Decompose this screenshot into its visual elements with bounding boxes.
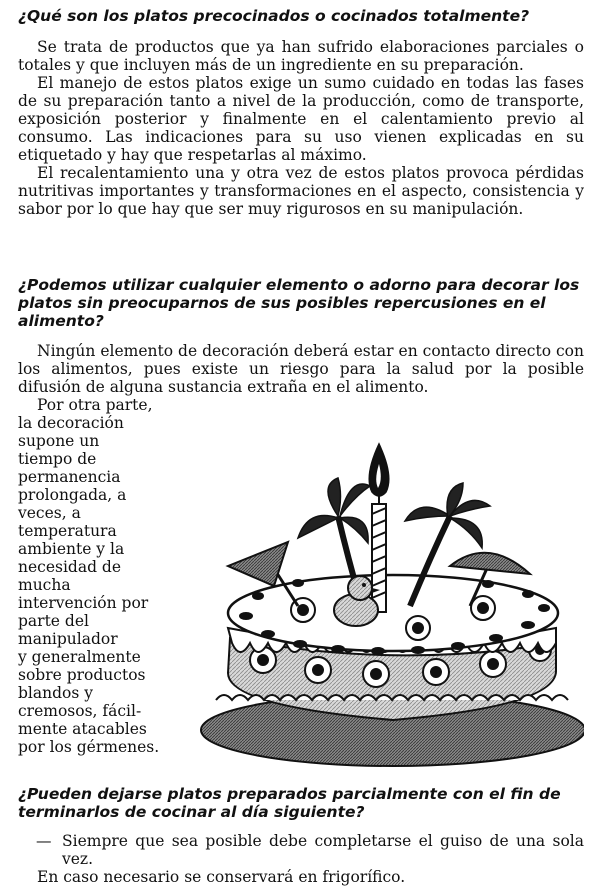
side-line: intervención por bbox=[18, 594, 149, 612]
side-line: sobre productos bbox=[18, 666, 146, 684]
side-line: por los gérmenes. bbox=[18, 738, 160, 756]
side-line: la decoración bbox=[18, 414, 124, 432]
side-line: necesidad de bbox=[18, 558, 122, 576]
dash-marker: — bbox=[36, 832, 52, 850]
question-partial-cooking: ¿Pueden dejarse platos preparados parcialmente con el fin de terminarlos de cocinar al día siguiente? bbox=[18, 785, 561, 821]
side-line: y generalmente bbox=[18, 648, 141, 666]
side-line: parte del bbox=[18, 612, 89, 630]
answer-partial-cooking bbox=[18, 832, 584, 886]
side-line: ambiente y la bbox=[18, 540, 125, 558]
list-item-text: Siempre que sea posible debe completarse el guiso de una sola vez. bbox=[62, 832, 584, 868]
side-line: supone un bbox=[18, 432, 100, 450]
list-item bbox=[18, 832, 584, 868]
side-line: temperatura bbox=[18, 522, 117, 540]
paragraph: Ningún elemento de decoración deberá estar en contacto directo con los alimentos, pues existe un riesgo para la salud por la posible difusión de alguna sustancia extraña en el alimento. bbox=[18, 342, 584, 396]
decorated-cake-illustration bbox=[188, 438, 584, 768]
side-line: permanencia bbox=[18, 468, 121, 486]
paragraph: En caso necesario se conservará en frigorífico. bbox=[37, 868, 406, 886]
side-line: Por otra parte, bbox=[37, 396, 153, 414]
answer-precooked-dishes bbox=[18, 38, 584, 218]
paragraph: El recalentamiento una y otra vez de estos platos provoca pérdidas nutritivas importantes y transformaciones en el aspecto, consistencia y sabor por lo que hay que ser muy rigurosos en su manipulación. bbox=[18, 164, 584, 218]
side-line: mente atacables bbox=[18, 720, 147, 738]
side-line: cremosos, fácil- bbox=[18, 702, 142, 720]
question-decoration: ¿Podemos utilizar cualquier elemento o adorno para decorar los platos sin preocuparnos de sus posibles repercusiones en el alimento? bbox=[18, 276, 580, 330]
answer-decoration bbox=[18, 342, 584, 396]
paragraph: El manejo de estos platos exige un sumo cuidado en todas las fases de su preparación tanto a nivel de la producción, como de transporte, exposición posterior y finalmente en el calentamiento previo al consumo. Las indicaciones para su uso vienen explicadas en su etiquetado y hay que respetarlas al máximo. bbox=[18, 74, 584, 164]
side-line: tiempo de bbox=[18, 450, 97, 468]
decoration-side-text bbox=[18, 396, 190, 756]
side-line: mucha bbox=[18, 576, 71, 594]
paragraph: Se trata de productos que ya han sufrido elaboraciones parciales o totales y que incluyen más de un ingrediente en su preparación. bbox=[18, 38, 584, 74]
side-line: blandos y bbox=[18, 684, 93, 702]
side-line: manipulador bbox=[18, 630, 118, 648]
side-line: prolongada, a bbox=[18, 486, 127, 504]
side-line: veces, a bbox=[18, 504, 81, 522]
question-precooked-dishes: ¿Qué son los platos precocinados o cocinados totalmente? bbox=[18, 7, 530, 25]
